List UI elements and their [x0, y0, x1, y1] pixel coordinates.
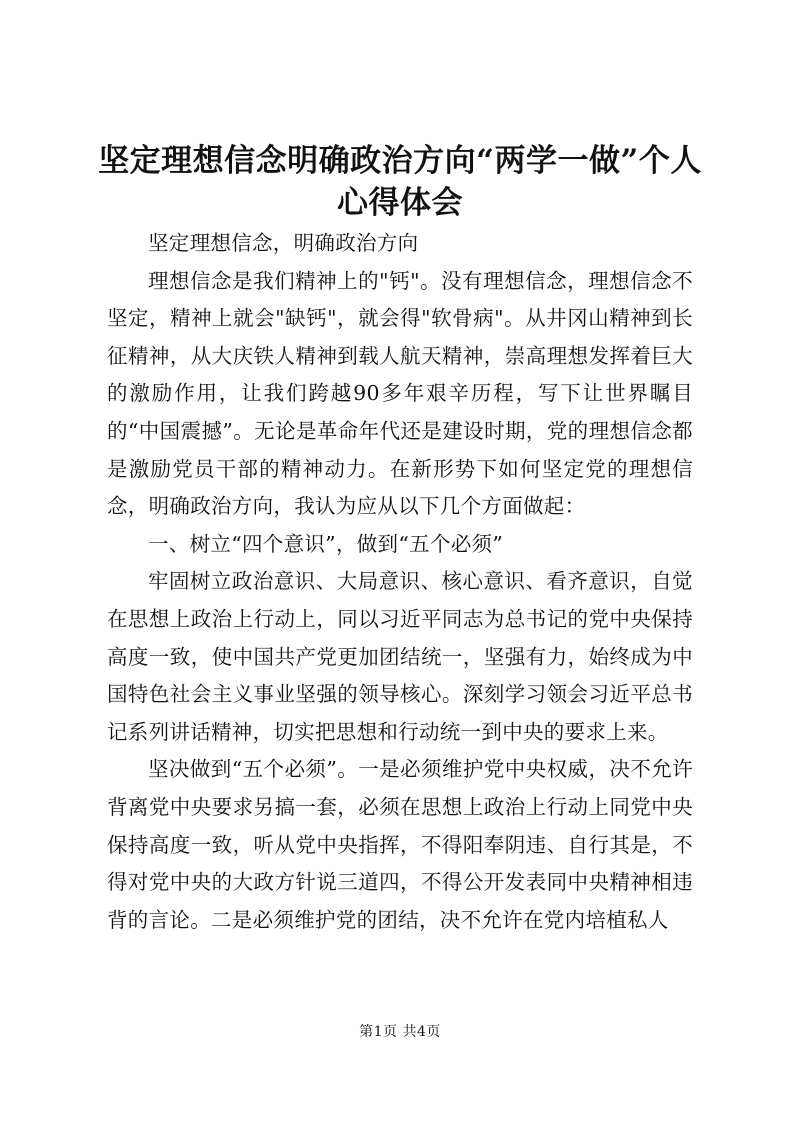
paragraph: 理想信念是我们精神上的"钙"。没有理想信念，理想信念不坚定，精神上就会"缺钙"，就会得"软骨病"。从井冈山精神到长征精神，从大庆铁人精神到载人航天精神，崇高理想发挥着巨大的激励作用，让我们跨越90多年艰辛历程，写下让世界瞩目的“中国震撼”。无论是革命年代还是建设时期，党的理想信念都是激励党员干部的精神动力。在新形势下如何坚定党的理想信念，明确政治方向，我认为应从以下几个方面做起：: [107, 268, 693, 519]
paragraph: 坚决做到“五个必须”。一是必须维护党中央权威，决不允许背离党中央要求另搞一套，必须在思想上政治上行动上同党中央保持高度一致，听从党中央指挥，不得阳奉阴违、自行其是，不得对党中央的大政方针说三道四，不得公开发表同中央精神相违背的言论。二是必须维护党的团结，决不允许在党内培植私人: [107, 757, 693, 932]
page-number: 第1页 共4页: [359, 1024, 441, 1040]
page-footer: [0, 1023, 800, 1041]
paragraph: 牢固树立政治意识、大局意识、核心意识、看齐意识，自觉在思想上政治上行动上，同以习近平同志为总书记的党中央保持高度一致，使中国共产党更加团结统一，坚强有力，始终成为中国特色社会主义事业坚强的领导核心。深刻学习领会习近平总书记系列讲话精神，切实把思想和行动统一到中央的要求上来。: [107, 569, 693, 744]
section-heading: 坚定理想信念，明确政治方向: [148, 231, 419, 255]
document-body: [107, 225, 693, 939]
document-title: 坚定理想信念明确政治方向“两学一做”个人心得体会: [98, 143, 702, 221]
section-heading: 一、树立“四个意识”，做到“五个必须”: [148, 531, 504, 556]
